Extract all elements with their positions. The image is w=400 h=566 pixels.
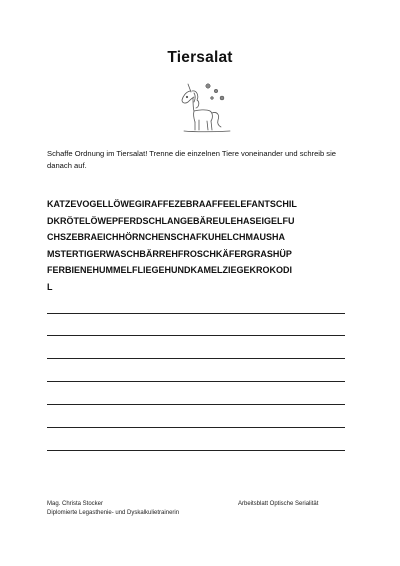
letter-line: L	[47, 281, 53, 292]
letter-line: CHSZEBRAEICHHÖRNCHENSCHAFKUHELCHMAUSHA	[47, 232, 285, 242]
author-name: Mag. Christa Stocker	[47, 501, 104, 507]
answer-line[interactable]	[47, 450, 345, 451]
letter-line: DKRÖTELÖWEPFERDSCHLANGEBÄREULEHASEIGELFU	[47, 215, 295, 226]
author-title: Diplomierte Legasthenie- und Dyskalkulietrainerin	[47, 510, 180, 516]
instructions-text: Schaffe Ordnung im Tiersalat! Trenne die einzelnen Tiere voneinander und schreib sie danach auf.	[47, 149, 337, 170]
answer-line[interactable]	[47, 427, 345, 428]
page-title: Tiersalat	[167, 49, 233, 66]
letter-line: FERBIENEHUMMELFLIEGEHUNDKAMELZIEGEKROKODI	[47, 265, 292, 275]
footer-author	[47, 500, 179, 518]
answer-line[interactable]	[47, 335, 345, 336]
letter-line: KATZEVOGELLÖWEGIRAFFEZEBRAAFFEELEFANTSCHIL	[47, 199, 297, 209]
letter-line: MSTERTIGERWASCHBÄRREHFROSCHKÄFERGRASHÜP	[47, 248, 292, 259]
answer-line[interactable]	[47, 313, 345, 314]
unicorn-drawing-icon	[164, 78, 236, 136]
footer-worksheet-label: Arbeitsblatt Optische Serialität	[238, 501, 319, 507]
answer-line[interactable]	[47, 404, 345, 405]
answer-line[interactable]	[47, 381, 345, 382]
letter-puzzle	[47, 196, 367, 295]
answer-line[interactable]	[47, 358, 345, 359]
